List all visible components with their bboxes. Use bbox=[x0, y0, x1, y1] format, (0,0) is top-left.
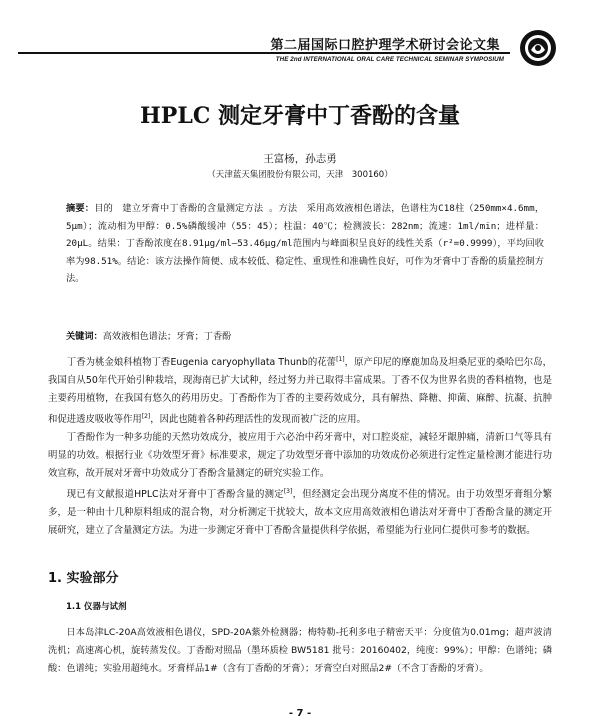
intro-paragraph bbox=[48, 351, 552, 429]
proceedings-title: 第二届国际口腔护理学术研讨会论文集 bbox=[270, 38, 500, 53]
seminar-emblem-icon bbox=[518, 28, 558, 68]
introduction bbox=[48, 351, 552, 540]
keywords-text: 高效液相色谱法；牙膏；丁香酚 bbox=[102, 331, 232, 342]
abstract-label: 摘要： bbox=[66, 203, 95, 214]
header-rule bbox=[18, 52, 510, 54]
citation: [2] bbox=[141, 413, 151, 421]
intro-p1-text: 丁香为桃金娘科植物丁香Eugenia caryophyllata Thunb的花蕾 bbox=[66, 357, 337, 369]
abstract-text: 目的 建立牙膏中丁香酚的含量测定方法 。方法 采用高效液相色谱法，色谱柱为C18柱（250mm×4.6mm，5μm）；流动相为甲醇：0.5%磷酸缓冲（55：45）；柱温：40℃；检测波长：282nm；流速：1ml/min；进样量：20μL。结果：丁香酚浓度在8.91μg/ml—53.46μg/ml范围内与峰面积呈良好的线性关系（r²=0.9999），平均回收率为98.51%。结论：该方法操作简便、成本较低、稳定性、重现性和准确性良好，可作为牙膏中丁香酚的质量控制方法。 bbox=[66, 203, 545, 285]
paper-affiliation: （天津蓝天集团股份有限公司，天津 300160） bbox=[207, 170, 393, 180]
intro-paragraph bbox=[48, 483, 552, 540]
keywords bbox=[66, 328, 544, 342]
section-heading: 1. 实验部分 bbox=[48, 571, 119, 586]
intro-p3-rest: ，但经测定会出现分离度不佳的情况。由于功效型牙膏组分繁多，是一种由十几种原料组成的混合物，对分析测定干扰较大，故本文应用高效液相色谱法对牙膏中丁香酚含量的测定开展研究，建立了含量测定方法。为进一步测定牙膏中丁香酚含量提供科学依据，希望能为行业同仁提供可参考的数据。 bbox=[48, 489, 552, 537]
intro-p3-text: 现已有文献报道HPLC法对牙膏中丁香酚含量的测定 bbox=[66, 489, 284, 501]
materials-text bbox=[48, 624, 552, 678]
page-number: - 7 - bbox=[288, 708, 312, 719]
intro-p1-rest: ，原产印尼的摩鹿加岛及坦桑尼亚的桑哈巴尔岛，我国自从50年代开始引种栽培，现海南已扩大试种，经过努力并已取得丰富成果。丁香不仅为世界名贵的香料植物，也是主要药用植物，在我国有悠久的药用历史。丁香酚作为丁香的主要药效成分，具有解热、降糖、抑菌、麻醉、抗凝、抗肿和促进透皮吸收等作用 bbox=[48, 357, 552, 426]
abstract bbox=[66, 200, 544, 288]
paper-authors: 王富杨，孙志勇 bbox=[263, 153, 337, 165]
proceedings-subtitle: THE 2nd INTERNATIONAL ORAL CARE TECHNICAL SEMINAR SYMPOSIUM bbox=[275, 56, 504, 63]
citation: [3] bbox=[283, 488, 293, 496]
subsection-heading: 1.1 仪器与试剂 bbox=[66, 602, 127, 612]
intro-paragraph: 丁香酚作为一种多功能的天然功效成分，被应用于六必治中药牙膏中，对口腔炎症，减轻牙龈肿痛，清新口气等具有明显的功效。根据行业《功效型牙膏》标准要求，规定了功效型牙膏中添加的功效成份必须进行定性定量检测才能进行功效宣称，故开展对牙膏中功效成分丁香酚含量测定的研究实验工作。 bbox=[48, 432, 552, 480]
page-header bbox=[0, 28, 600, 72]
paper-title: HPLC 测定牙膏中丁香酚的含量 bbox=[140, 103, 460, 129]
materials-paragraph: 日本岛津LC-20A高效液相色谱仪，SPD-20A紫外检测器；梅特勒-托利多电子精密天平：分度值为0.01mg；超声波清洗机；高速离心机，旋转蒸发仪。丁香酚对照品（墨环质检 BW5181 批号：20160402，纯度：99%）；甲醇：色谱纯；磷酸：色谱纯；实验用超纯水。牙膏样品1#（含有丁香酚的牙膏）；牙膏空白对照品2#（不含丁香酚的牙膏）。 bbox=[48, 627, 552, 674]
citation: [1] bbox=[336, 356, 345, 363]
intro-p1-end: ，因此也随着各种药理活性的发现而被广泛的应用。 bbox=[150, 414, 366, 426]
keywords-label: 关键词： bbox=[66, 331, 103, 342]
